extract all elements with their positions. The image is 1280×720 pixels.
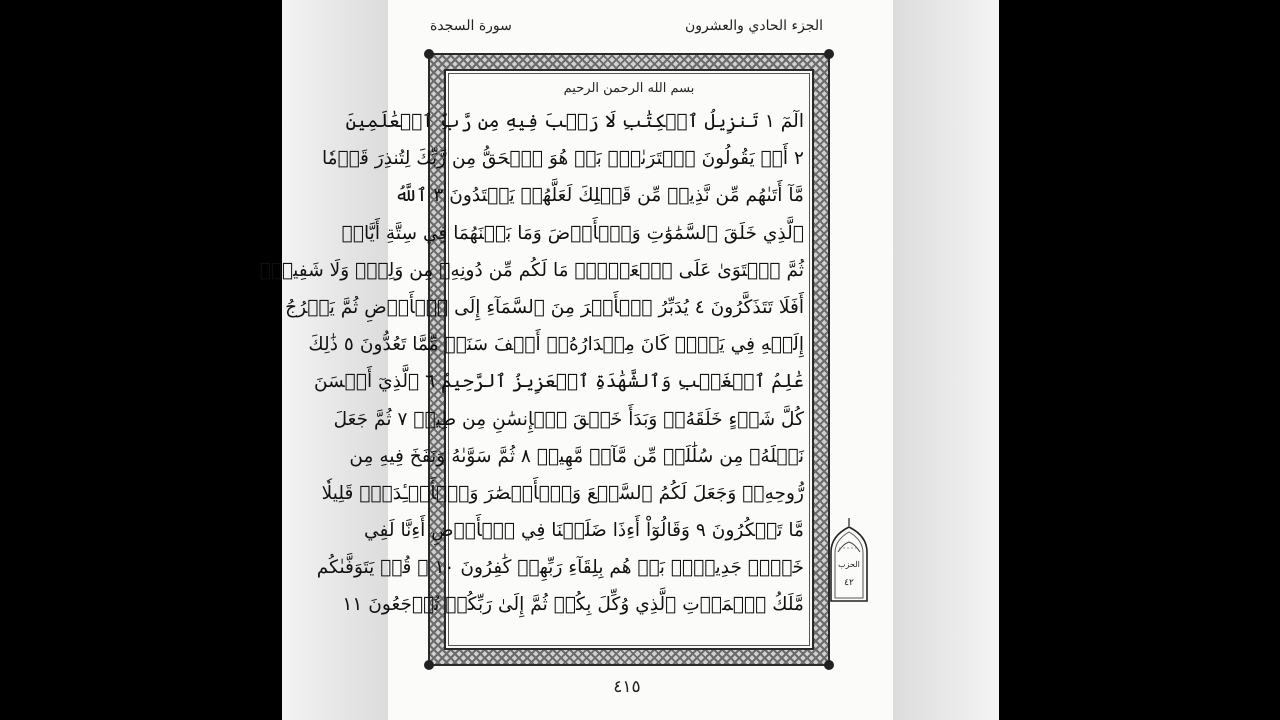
- verse-line: إِلَيۡهِ فِي يَوۡمٖ كَانَ مِقۡدَارُهُۥٓ أَلۡفَ سَنَةٖ مِّمَّا تَعُدُّونَ ٥ ذَٰلِكَ: [308, 334, 804, 356]
- surah-title: سورة السجدة: [430, 18, 512, 34]
- hizb-number: ٤٢: [844, 578, 854, 588]
- verse-line: رُّوحِهِۦۖ وَجَعَلَ لَكُمُ ٱلسَّمۡعَ وَٱلۡأَبۡصَٰرَ وَٱلۡأَفۡـِٔدَةَۚ قَلِيلٗا: [321, 482, 804, 504]
- corner-ornament-icon: [824, 49, 834, 59]
- blurred-background-right: [893, 0, 999, 720]
- verse-line: نَسۡلَهُۥ مِن سُلَٰلَةٖ مِّن مَّآءٖ مَّهِينٖ ٨ ثُمَّ سَوَّىٰهُ وَنَفَخَ فِيهِ مِن: [349, 445, 804, 467]
- hizb-label: الحزب: [838, 560, 860, 569]
- text-panel: [259, 69, 814, 650]
- verse-line: خَلۡقٖ جَدِيدِۭۚ بَلۡ هُم بِلِقَآءِ رَبِّهِمۡ كَٰفِرُونَ ١٠ ۞ قُلۡ يَتَوَفَّىٰكُم: [316, 557, 804, 579]
- verse-line: مَّا تَشۡكُرُونَ ٩ وَقَالُوٓاْ أَءِذَا ضَلَلۡنَا فِي ٱلۡأَرۡضِ أَءِنَّا لَفِي: [364, 520, 804, 542]
- page-number: ٤١٥: [613, 677, 641, 697]
- corner-ornament-icon: [424, 49, 434, 59]
- hizb-marker: [829, 518, 869, 602]
- ornamental-border: [259, 53, 830, 666]
- corner-ornament-icon: [824, 660, 834, 670]
- verse-line: مَّلَكُ ٱلۡمَوۡتِ ٱلَّذِي وُكِّلَ بِكُمۡ ثُمَّ إِلَىٰ رَبِّكُمۡ تُرۡجَعُونَ ١١: [342, 594, 804, 616]
- verse-line: ٱلَّذِي خَلَقَ ٱلسَّمَٰوَٰتِ وَٱلۡأَرۡضَ وَمَا بَيۡنَهُمَا فِي سِتَّةِ أَيَّامٖ: [341, 222, 804, 244]
- verse-line: كُلَّ شَيۡءٍ خَلَقَهُۥۖ وَبَدَأَ خَلۡقَ ٱلۡإِنسَٰنِ مِن طِينٖ ٧ ثُمَّ جَعَلَ: [333, 408, 804, 430]
- verses-block: [259, 103, 804, 624]
- verse-line: الٓمٓ ١ تَنزِيلُ ٱلۡكِتَٰبِ لَا رَيۡبَ فِيهِ مِن رَّبِّ ٱلۡعَٰلَمِينَ: [345, 111, 804, 132]
- corner-ornament-icon: [424, 660, 434, 670]
- verse-line: عَٰلِمُ ٱلۡغَيۡبِ وَٱلشَّهَٰدَةِ ٱلۡعَزِيزُ ٱلرَّحِيمُ ٦ ٱلَّذِيٓ أَحۡسَنَ: [313, 371, 804, 393]
- basmala: بسم الله الرحمن الرحيم: [563, 81, 695, 96]
- verse-line: مَّآ أَتَىٰهُم مِّن نَّذِيرٖ مِّن قَبۡلِكَ لَعَلَّهُمۡ يَهۡتَدُونَ ٣ ٱللَّهُ: [394, 185, 804, 207]
- verse-line: أَفَلَا تَتَذَكَّرُونَ ٤ يُدَبِّرُ ٱلۡأَمۡرَ مِنَ ٱلسَّمَآءِ إِلَى ٱلۡأَرۡضِ ثُمَّ يَعۡرُجُ: [285, 296, 804, 318]
- verse-line: ٢ أَمۡ يَقُولُونَ ٱفۡتَرَىٰهُۚ بَلۡ هُوَ ٱلۡحَقُّ مِن رَّبِّكَ لِتُنذِرَ قَوۡمٗا: [322, 148, 804, 170]
- verse-line: ثُمَّ ٱسۡتَوَىٰ عَلَى ٱلۡعَرۡشِۖ مَا لَكُم مِّن دُونِهِۦ مِن وَلِيّٖ وَلَا شَفِيعٍۚ: [259, 259, 804, 281]
- page-header: [430, 18, 823, 40]
- mushaf-page: [259, 0, 893, 720]
- juz-title: الجزء الحادي والعشرون: [685, 18, 823, 34]
